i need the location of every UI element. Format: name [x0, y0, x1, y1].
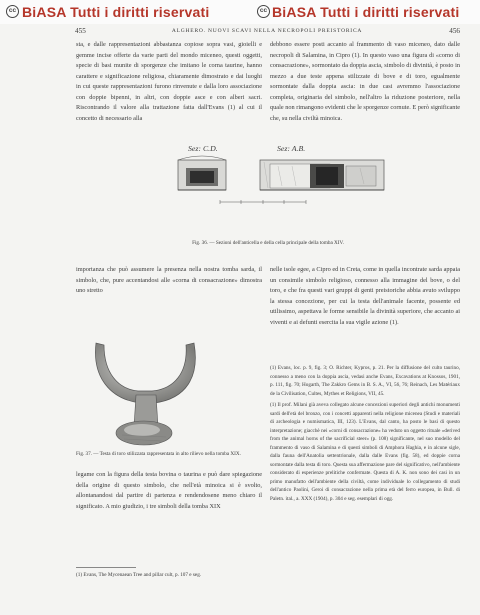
section-label-cd: Sez: C.D. — [188, 144, 218, 153]
section-label-ab: Sez: A.B. — [277, 144, 306, 153]
creative-commons-icon: cc — [257, 5, 270, 18]
footnote-rule — [76, 567, 136, 568]
footnote-left: (1) Evans, The Mycenaean Tree and pillar cult, p. 107 e seg. — [76, 572, 202, 578]
biasa-logo-left: BiASA Tutti i diritti riservati — [22, 4, 210, 20]
page-number-right: 456 — [449, 27, 460, 35]
footnotes-right — [270, 364, 460, 506]
footnote-right-1: (1) Evans, loc. p. 9, fig. 3; O. Richter, Kypros, p. 21. Per la diffusione del culto taurino, connesso a meno con la doppia ascia, vedasi anche Evans, Excavations at Knossos, 1901, p. 111, fig. 70; Hogarth, The Zakkro Gems in B. S. A., VI, 56, 76; Reinach, Les Matériaux de la Civilisation, Cultes, Mythes et Religions, VII, 45. — [270, 365, 460, 397]
text-column-left-middle: importanza che può assumere la presenza nella nostra tomba sarda, il simbolo, che, pure accentandosi alle «corna di consacrazione» dimostra uno stretto — [76, 266, 262, 294]
page-number-left: 455 — [75, 27, 86, 35]
text-column-right-top: debbono essere posti accanto al frammento di vaso miceneo, dato dalle necropoli di Salamina, in Cipro (1). In questo vaso una figura di «corno di consacrazione», sormontato da doppia ascia, simbolo di divinità, è posto in mezzo a due teste appena stilizzate di bove e di toro, egualmente sormontate dalla doppia ascia: in due casi avremmo l'associazione completa, originaria del simbolo, nell'altro la riduzione posteriore, nella quale non rimangono evidenti che le sporgenze cornute. E però significante che, su nella civiltà minoica. — [270, 41, 460, 122]
text-column-left-top: sta, e dalle rappresentazioni abbastanza copiose sopra vasi, gioielli e gemme incise offerte da varie parti del mondo miceneo, questi oggetti, specie di basi munite di sporgenze che imitano le corna taurine, hanno carattere e significazione religiosa, chiaramente dimostrato e dai luoghi in cui queste rappresentazioni furono rinvenute e dalla loro associazione con doppie bipenni, in altri, con doppie asce e con alberi sacri. Riscontrando il valore alla trattazione fatta dall'Evans (1) al cui il concetto di necessario alla — [76, 41, 262, 122]
text-column-left-bottom: legame con la figura della testa bovina o taurina e può dare spiegazione della origine di questo simbolo, che nell'età minoica si è svolto, allontanandosi dal partire di partenza e rendendosene meno chiaro il significato. A mio giudizio, i tre simboli della tomba XIX — [76, 471, 262, 510]
scanned-page — [72, 24, 468, 615]
bull-head-relief — [82, 337, 222, 455]
figure-37-bull-head — [82, 337, 222, 455]
page-header — [72, 24, 462, 38]
figure-36-caption: Fig. 36. — Sezioni dell'anticella e della cella principale della tomba XIV. — [192, 240, 344, 246]
text-column-right-middle: nelle isole egee, a Cipro ed in Creta, come in quella incontrate sarda appaia un consimile simbolo religioso, connesso alla immagine del bove, o del toro, e che fra questi vari gruppi di genti preistoriche abbia avuto sviluppo la stessa concezione, per cui la testa dell'animale facente, possente ed utilissimo, aspettava le forme sensibile la divinità superiore, che accanto ai viventi e ai defunti esercita la sua vigile azione (1). — [270, 266, 460, 326]
footnote-right-2: (1) Il prof. Milani già aveva collegato alcune concezioni superiori degli antichi monumenti sardi dell'età del bronzo, con i concetti apparenti nella religione micenea (Studi e materiali di archeologia e numismatica, III, 123). L'Evans, dal canto, ha posto le basi di questo interpretazione; giacchè nei «corni di consacrazione» ha veduto un oggetto rituale «derived from the animal horns of the sacrificial steer» (p. 108) significante, nel suo modello del frammento di vaso di Salamina e di questi simboli di Amphora Haghia, e in alcune sigle, dalla fauna dell'Anatolia settentrionale, dalla dalle Evans (fig. 58), ed doppie corna sormontate dalla testa di toro. Questa sua affermazione pare del significativo, nell'ambiente considerato di esperienze prelitiche confermate. Questa di A. K. non sono dei casi in un primo manufatto dell'ambiente della civiltà, come individuale lo collegamento di studi dell'antico Paolini, Geroi di consacrazione nella prima età del ferro europea, in Bull. di Paletn. ital., a. XXX (1904), p. 304 e seg. esemplari di ogg. — [270, 402, 460, 502]
figure-36-sections — [120, 144, 412, 254]
watermark-banner — [0, 0, 480, 24]
creative-commons-icon: cc — [6, 5, 19, 18]
running-title: ALGHERO. NUOVI SCAVI NELLA NECROPOLI PREISTORICA — [171, 28, 363, 34]
figure-37-caption: Fig. 37. — Testa di toro stilizzata rappresentata in alto rilievo nella tomba XIX. — [76, 451, 241, 457]
biasa-logo-right: BiASA Tutti i diritti riservati — [272, 4, 460, 20]
section-drawing — [120, 154, 412, 249]
